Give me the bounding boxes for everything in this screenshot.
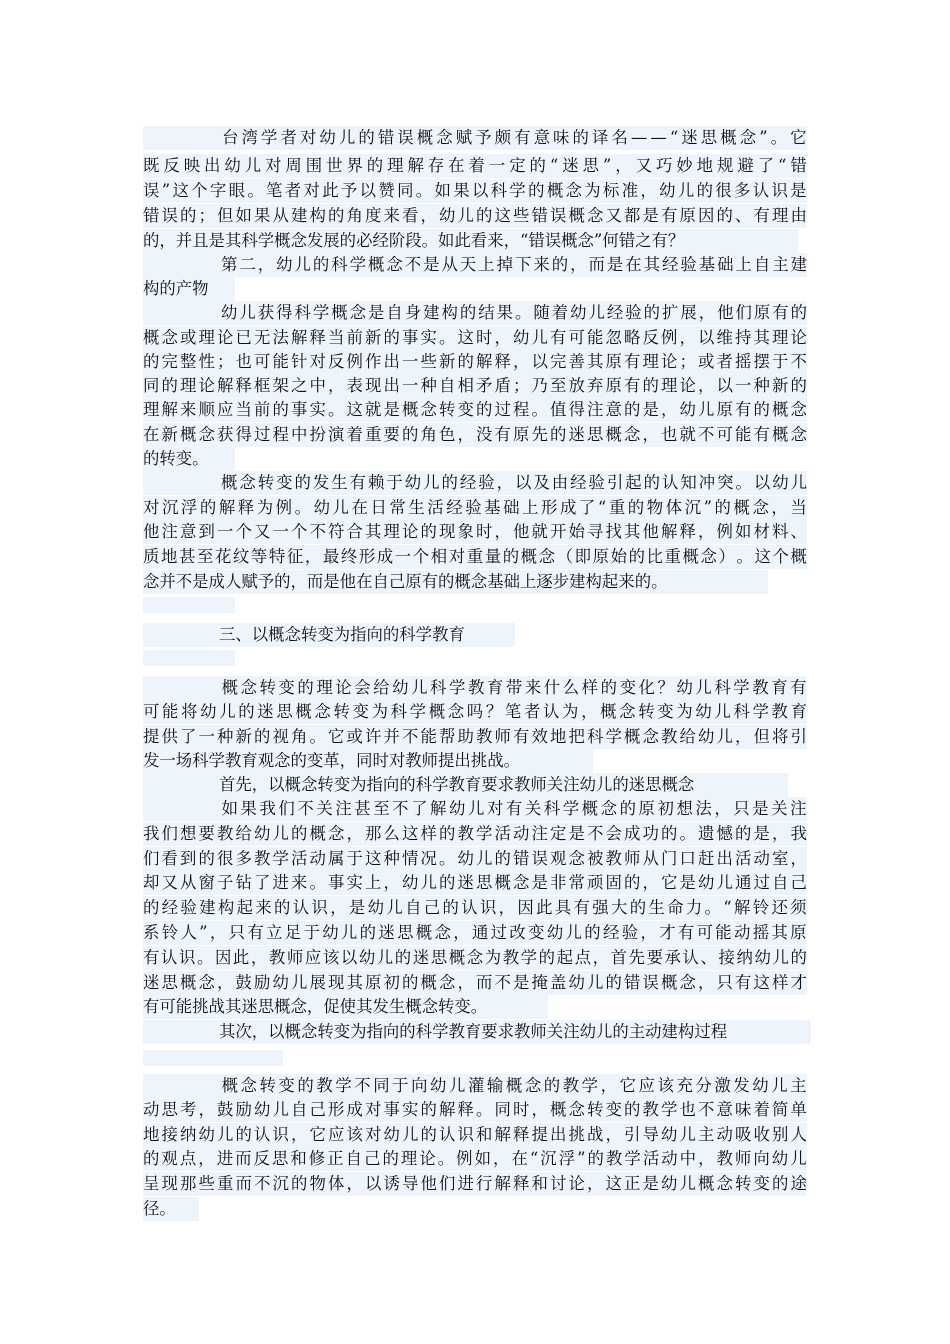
blank-line-highlight <box>143 650 235 666</box>
paragraph-line <box>143 871 807 895</box>
paragraph-line <box>143 398 807 422</box>
paragraph-line <box>143 204 807 228</box>
paragraph-line <box>143 946 807 970</box>
line-text: 在 新 概 念 获 得 过 程 中 扮 演 着 重 要 的 角 色 ， 没 有 原 先 的 迷 思 概 念 ， 也 就 不 可 能 有 概 念 <box>143 425 807 444</box>
paragraph-first-line <box>143 773 788 797</box>
line-text: 首先，以概念转变为指向的科学教育要求教师关注幼儿的迷思概念 <box>219 775 695 794</box>
paragraph-line <box>143 822 807 846</box>
paragraph-line <box>143 1147 807 1171</box>
paragraph-line <box>143 1098 807 1122</box>
line-text: 我 们 想 要 教 给 幼 儿 的 概 念 ， 那 么 这 样 的 教 学 活 动 注 定 是 不 会 成 功 的 。 遗 憾 的 是 ， 我 <box>143 824 807 843</box>
paragraph-first-line <box>143 1020 811 1044</box>
paragraph-line <box>143 545 807 569</box>
line-text: 如 果 我 们 不 关 注 甚 至 不 了 解 幼 儿 对 有 关 科 学 概 念 的 原 初 想 法 ， 只 是 关 注 <box>221 799 807 818</box>
paragraph-first-line <box>143 623 515 647</box>
line-text: 们 看 到 的 很 多 教 学 活 动 属 于 这 种 情 况 。 幼 儿 的 错 误 观 念 被 教 师 从 门 口 赶 出 活 动 室 ， <box>143 849 807 868</box>
line-text: 却 又 从 窗 子 钻 了 进 来 。 事 实 上 ， 幼 儿 的 迷 思 概 念 是 非 常 顽 固 的 ， 它 是 幼 儿 通 过 自 己 <box>143 873 807 892</box>
paragraph-first-line <box>143 253 807 277</box>
line-text: 系 铃 人 ” ， 只 有 立 足 于 幼 儿 的 迷 思 概 念 ， 通 过 改 变 幼 儿 的 经 验 ， 才 有 可 能 动 摇 其 原 <box>143 923 807 942</box>
line-text: 理 解 来 顺 应 当 前 的 事 实 。 这 就 是 概 念 转 变 的 过 程 。 值 得 注 意 的 是 ， 幼 儿 原 有 的 概 念 <box>143 400 807 419</box>
paragraph-line <box>143 1197 199 1221</box>
paragraph-first-line <box>143 471 807 495</box>
line-text: 发一场科学教育观念的变革，同时对教师提出挑战。 <box>143 751 520 770</box>
line-text: 有可能挑战其迷思概念，促使其发生概念转变。 <box>143 997 488 1016</box>
line-text: 的 观 点 ， 进 而 反 思 和 修 正 自 己 的 理 论 。 例 如 ， 在 “ 沉 浮 ” 的 教 学 活 动 中 ， 教 师 向 幼 儿 <box>143 1149 807 1168</box>
paragraph-line <box>143 447 235 471</box>
line-text: 概 念 转 变 的 理 论 会 给 幼 儿 科 学 教 育 带 来 什 么 样 的 变 化 ？ 幼 儿 科 学 教 育 有 <box>221 678 807 697</box>
paragraph-line <box>143 1123 807 1147</box>
paragraph-line <box>143 496 807 520</box>
line-text: 构的产物 <box>143 279 209 298</box>
line-text: 的转变。 <box>143 449 209 468</box>
line-text: 的，并且是其科学概念发展的必经阶段。如此看来，“错误概念”何错之有？ <box>143 231 685 250</box>
paragraph-line <box>143 154 807 178</box>
paragraph-line <box>143 749 593 773</box>
paragraph-first-line <box>143 676 807 700</box>
line-text: 概 念 转 变 的 发 生 有 赖 于 幼 儿 的 经 验 ， 以 及 由 经 验 引 起 的 认 知 冲 突 。 以 幼 儿 <box>220 473 807 492</box>
paragraph-first-line <box>143 1074 807 1098</box>
paragraph-line <box>143 896 807 920</box>
paragraph-line <box>143 229 798 253</box>
paragraph-line <box>143 570 768 594</box>
paragraph-line <box>143 995 548 1019</box>
line-text: 错 误 的 ； 但 如 果 从 建 构 的 角 度 来 看 ， 幼 儿 的 这 些 错 误 概 念 又 都 是 有 原 因 的 、 有 理 由 <box>143 206 807 225</box>
line-text: 地 接 纳 幼 儿 的 认 识 ， 它 应 该 对 幼 儿 的 认 识 和 解 释 提 出 挑 战 ， 引 导 幼 儿 主 动 吸 收 别 人 <box>143 1125 807 1144</box>
line-text: 的 完 整 性 ； 也 可 能 针 对 反 例 作 出 一 些 新 的 解 释 ， 以 完 善 其 原 有 理 论 ； 或 者 摇 摆 于 不 <box>143 352 807 371</box>
blank-line-highlight <box>143 597 235 613</box>
paragraph-line <box>143 725 807 749</box>
line-text: 三、以概念转变为指向的科学教育 <box>219 625 465 644</box>
paragraph-first-line <box>143 797 807 821</box>
line-text: 有 认 识 。 因 此 ， 教 师 应 该 以 幼 儿 的 迷 思 概 念 为 教 学 的 起 点 ， 首 先 要 承 认 、 接 纳 幼 儿 的 <box>143 948 807 967</box>
line-text: 质 地 甚 至 花 纹 等 特 征 ， 最 终 形 成 一 个 相 对 重 量 的 概 念 （ 即 原 始 的 比 重 概 念 ） 。 这 个 概 <box>143 547 807 566</box>
line-text: 呈 现 那 些 重 而 不 沉 的 物 体 ， 以 诱 导 他 们 进 行 解 释 和 讨 论 ， 这 正 是 幼 儿 概 念 转 变 的 途 <box>143 1174 807 1193</box>
line-text: 提 供 了 一 种 新 的 视 角 。 它 或 许 并 不 能 帮 助 教 师 有 效 地 把 科 学 概 念 教 给 幼 儿 ， 但 将 引 <box>143 727 807 746</box>
line-text: 其次，以概念转变为指向的科学教育要求教师关注幼儿的主动建构过程 <box>219 1022 728 1041</box>
paragraph-line <box>143 921 807 945</box>
line-text: 的 经 验 建 构 起 来 的 认 识 ， 是 幼 儿 自 己 的 认 识 ， 因 此 具 有 强 大 的 生 命 力 。 “ 解 铃 还 须 <box>143 898 807 917</box>
paragraph-first-line <box>143 126 807 150</box>
paragraph-line <box>143 277 235 301</box>
paragraph-line <box>143 1172 807 1196</box>
paragraph-line <box>143 971 807 995</box>
paragraph-first-line <box>143 301 807 325</box>
line-text: 念并不是成人赋予的，而是他在自己原有的概念基础上逐步建构起来的。 <box>143 572 668 591</box>
blank-line-highlight <box>143 1050 283 1066</box>
paragraph-line <box>143 847 807 871</box>
paragraph-line <box>143 326 807 350</box>
paragraph-line <box>143 423 807 447</box>
line-text: 误 ” 这 个 字 眼 。 笔 者 对 此 予 以 赞 同 。 如 果 以 科 学 的 概 念 为 标 准 ， 幼 儿 的 很 多 认 识 是 <box>143 181 807 200</box>
line-text: 幼 儿 获 得 科 学 概 念 是 自 身 建 构 的 结 果 。 随 着 幼 儿 经 验 的 扩 展 ， 他 们 原 有 的 <box>220 303 807 322</box>
line-text: 同 的 理 论 解 释 框 架 之 中 ， 表 现 出 一 种 自 相 矛 盾 ； 乃 至 放 弃 原 有 的 理 论 ， 以 一 种 新 的 <box>143 376 807 395</box>
line-text: 可 能 将 幼 儿 的 迷 思 概 念 转 变 为 科 学 概 念 吗 ？ 笔 者 认 为 ， 概 念 转 变 为 幼 儿 科 学 教 育 <box>143 702 807 721</box>
line-text: 概 念 或 理 论 已 无 法 解 释 当 前 新 的 事 实 。 这 时 ， 幼 儿 有 可 能 忽 略 反 例 ， 以 维 持 其 理 论 <box>143 328 807 347</box>
line-text: 第 二 ， 幼 儿 的 科 学 概 念 不 是 从 天 上 掉 下 来 的 ， 而 是 在 其 经 验 基 础 上 自 主 建 <box>220 255 807 274</box>
line-text: 对 沉 浮 的 解 释 为 例 。 幼 儿 在 日 常 生 活 经 验 基 础 上 形 成 了 “ 重 的 物 体 沉 ” 的 概 念 ， 当 <box>143 498 807 517</box>
paragraph-line <box>143 700 807 724</box>
paragraph-line <box>143 520 807 544</box>
paragraph-line <box>143 179 807 203</box>
paragraph-line <box>143 350 807 374</box>
line-text: 迷 思 概 念 ， 鼓 励 幼 儿 展 现 其 原 初 的 概 念 ， 而 不 是 掩 盖 幼 儿 的 错 误 概 念 ， 只 有 这 样 才 <box>143 973 807 992</box>
paragraph-line <box>143 374 807 398</box>
line-text: 径。 <box>143 1199 176 1218</box>
line-text: 既 反 映 出 幼 儿 对 周 围 世 界 的 理 解 存 在 着 一 定 的 “ 迷 思 ” ， 又 巧 妙 地 规 避 了 “ 错 <box>143 156 807 175</box>
line-text: 他 注 意 到 一 个 又 一 个 不 符 合 其 理 论 的 现 象 时 ， 他 就 开 始 寻 找 其 他 解 释 ， 例 如 材 料 、 <box>143 522 807 541</box>
line-text: 动 思 考 ， 鼓 励 幼 儿 自 己 形 成 对 事 实 的 解 释 。 同 时 ， 概 念 转 变 的 教 学 也 不 意 味 着 简 单 <box>143 1100 807 1119</box>
line-text: 台 湾 学 者 对 幼 儿 的 错 误 概 念 赋 予 颇 有 意 味 的 译 名 — — “ 迷 思 概 念 ” 。 它 <box>222 128 807 147</box>
line-text: 概 念 转 变 的 教 学 不 同 于 向 幼 儿 灌 输 概 念 的 教 学 ， 它 应 该 充 分 激 发 幼 儿 主 <box>221 1076 807 1095</box>
